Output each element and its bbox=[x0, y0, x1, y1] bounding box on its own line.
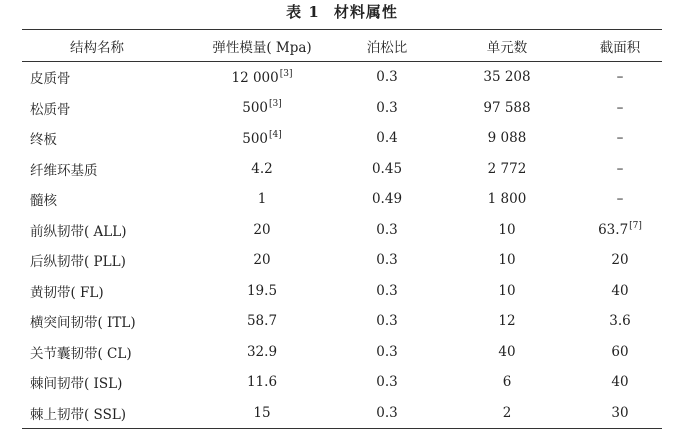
header-element-count: 单元数 bbox=[486, 40, 528, 56]
citation-ref: [7] bbox=[629, 221, 642, 231]
table-row bbox=[22, 62, 662, 92]
cell-elastic-modulus bbox=[182, 374, 332, 390]
cell-structure-name bbox=[22, 372, 182, 392]
cell-cross-section-area-value: – bbox=[616, 191, 624, 207]
cell-elastic-modulus bbox=[182, 130, 332, 147]
table-row bbox=[22, 337, 662, 367]
table-row bbox=[22, 93, 662, 123]
cell-structure-name-value: 前纵韧带( ALL) bbox=[30, 223, 127, 240]
cell-element-count-value: 9 088 bbox=[487, 130, 527, 146]
cell-element-count bbox=[442, 161, 552, 177]
cell-elastic-modulus-value: 20 bbox=[253, 221, 271, 238]
cell-structure-name bbox=[22, 98, 182, 118]
cell-poisson-ratio-value: 0.45 bbox=[371, 160, 403, 177]
cell-element-count-value: 97 588 bbox=[483, 99, 531, 116]
cell-element-count-value: 2 772 bbox=[487, 160, 527, 177]
table-row bbox=[22, 398, 662, 428]
cell-element-count bbox=[442, 191, 552, 207]
cell-structure-name-value: 关节囊韧带( CL) bbox=[30, 345, 132, 362]
table-row bbox=[22, 184, 662, 214]
cell-elastic-modulus-value: 20 bbox=[253, 252, 271, 268]
cell-poisson-ratio bbox=[332, 69, 442, 85]
table-row bbox=[22, 215, 662, 245]
cell-element-count bbox=[442, 100, 552, 116]
cell-cross-section-area bbox=[552, 191, 662, 207]
table-number: 表 1 bbox=[286, 3, 320, 21]
cell-element-count bbox=[442, 405, 552, 421]
table-title: 材料属性 bbox=[333, 3, 398, 21]
cell-structure-name bbox=[22, 128, 182, 148]
cell-poisson-ratio-value: 0.3 bbox=[376, 374, 398, 390]
table-caption bbox=[0, 2, 684, 22]
cell-structure-name-value: 棘间韧带( ISL) bbox=[30, 376, 123, 392]
cell-structure-name bbox=[22, 220, 182, 240]
cell-poisson-ratio bbox=[332, 374, 442, 390]
cell-structure-name-value: 横突间韧带( ITL) bbox=[30, 315, 136, 331]
cell-cross-section-area bbox=[552, 374, 662, 390]
cell-structure-name-value: 后纵韧带( PLL) bbox=[30, 254, 126, 270]
cell-poisson-ratio bbox=[332, 283, 442, 299]
cell-elastic-modulus bbox=[182, 161, 332, 177]
header-elastic-modulus: 弹性模量( Mpa) bbox=[212, 40, 312, 56]
cell-element-count-value: 2 bbox=[502, 404, 512, 421]
cell-element-count-value: 12 bbox=[498, 313, 516, 329]
cell-element-count-value: 10 bbox=[498, 282, 516, 299]
cell-element-count bbox=[442, 130, 552, 146]
cell-poisson-ratio bbox=[332, 222, 442, 238]
cell-structure-name-value: 纤维环基质 bbox=[30, 162, 98, 179]
cell-element-count bbox=[442, 69, 552, 85]
cell-structure-name bbox=[22, 311, 182, 331]
cell-elastic-modulus bbox=[182, 405, 332, 421]
cell-poisson-ratio-value: 0.3 bbox=[376, 69, 398, 85]
cell-element-count-value: 35 208 bbox=[483, 69, 531, 85]
cell-poisson-ratio bbox=[332, 100, 442, 116]
cell-poisson-ratio bbox=[332, 344, 442, 360]
cell-cross-section-area-value: 40 bbox=[611, 374, 629, 390]
cell-elastic-modulus bbox=[182, 191, 332, 207]
cell-elastic-modulus-value: 4.2 bbox=[251, 160, 273, 177]
cell-element-count bbox=[442, 313, 552, 329]
cell-poisson-ratio-value: 0.4 bbox=[376, 130, 398, 146]
cell-structure-name-value: 皮质骨 bbox=[30, 71, 71, 87]
table-row bbox=[22, 245, 662, 275]
header-cross-section-area: 截面积 bbox=[599, 40, 641, 56]
table-row bbox=[22, 306, 662, 336]
bottom-rule bbox=[22, 428, 662, 429]
cell-elastic-modulus-value: 58.7 bbox=[246, 313, 278, 329]
cell-poisson-ratio bbox=[332, 191, 442, 207]
cell-cross-section-area-value: – bbox=[616, 99, 624, 116]
cell-structure-name bbox=[22, 403, 182, 423]
cell-structure-name bbox=[22, 67, 182, 87]
cell-element-count-value: 10 bbox=[498, 221, 516, 238]
cell-cross-section-area-value: 20 bbox=[611, 252, 629, 268]
citation-ref: [3] bbox=[279, 68, 293, 79]
cell-poisson-ratio bbox=[332, 130, 442, 146]
cell-poisson-ratio-value: 0.3 bbox=[376, 282, 398, 299]
cell-cross-section-area bbox=[552, 344, 662, 360]
cell-cross-section-area bbox=[552, 283, 662, 299]
cell-cross-section-area-value: 60 bbox=[611, 343, 629, 360]
cell-cross-section-area-value: – bbox=[616, 130, 624, 146]
cell-elastic-modulus bbox=[182, 252, 332, 268]
cell-element-count-value: 10 bbox=[498, 252, 516, 268]
cell-structure-name bbox=[22, 342, 182, 362]
cell-cross-section-area bbox=[552, 313, 662, 329]
cell-cross-section-area bbox=[552, 69, 662, 85]
cell-element-count bbox=[442, 252, 552, 268]
cell-cross-section-area bbox=[552, 130, 662, 146]
cell-poisson-ratio-value: 0.3 bbox=[376, 252, 398, 268]
table-row bbox=[22, 276, 662, 306]
cell-elastic-modulus-value: 32.9 bbox=[246, 343, 278, 360]
cell-elastic-modulus-value: 1 bbox=[257, 191, 267, 207]
cell-structure-name-value: 髓核 bbox=[30, 193, 57, 209]
cell-elastic-modulus-value: 11.6 bbox=[246, 374, 278, 390]
cell-elastic-modulus-value: 15 bbox=[253, 404, 271, 421]
cell-elastic-modulus bbox=[182, 69, 332, 86]
cell-structure-name-value: 终板 bbox=[30, 132, 57, 148]
cell-elastic-modulus bbox=[182, 99, 332, 116]
cell-cross-section-area bbox=[552, 405, 662, 421]
cell-element-count-value: 6 bbox=[502, 374, 512, 390]
citation-ref: [4] bbox=[269, 129, 282, 140]
table-header bbox=[22, 31, 662, 61]
cell-poisson-ratio bbox=[332, 161, 442, 177]
cell-structure-name-value: 松质骨 bbox=[30, 101, 71, 118]
cell-cross-section-area-value: 30 bbox=[611, 404, 629, 421]
cell-elastic-modulus bbox=[182, 313, 332, 329]
cell-structure-name-value: 棘上韧带( SSL) bbox=[30, 406, 127, 423]
cell-cross-section-area bbox=[552, 100, 662, 116]
cell-structure-name bbox=[22, 159, 182, 179]
cell-cross-section-area-value: – bbox=[616, 160, 624, 177]
cell-poisson-ratio-value: 0.3 bbox=[376, 221, 398, 238]
cell-cross-section-area bbox=[552, 221, 662, 238]
cell-cross-section-area-value: 3.6 bbox=[609, 313, 631, 329]
cell-elastic-modulus-value: 19.5 bbox=[246, 282, 278, 299]
cell-elastic-modulus-value: 500 bbox=[242, 130, 269, 147]
cell-poisson-ratio-value: 0.3 bbox=[376, 99, 398, 116]
cell-elastic-modulus-value: 500 bbox=[242, 100, 269, 116]
cell-element-count bbox=[442, 283, 552, 299]
cell-cross-section-area-value: – bbox=[616, 69, 624, 85]
cell-element-count-value: 1 800 bbox=[487, 191, 527, 207]
cell-cross-section-area bbox=[552, 161, 662, 177]
cell-cross-section-area bbox=[552, 252, 662, 268]
cell-elastic-modulus bbox=[182, 283, 332, 299]
citation-ref: [3] bbox=[269, 99, 282, 109]
cell-cross-section-area-value: 63.7 bbox=[598, 222, 629, 238]
cell-element-count bbox=[442, 222, 552, 238]
cell-structure-name bbox=[22, 250, 182, 270]
cell-structure-name-value: 黄韧带( FL) bbox=[30, 284, 104, 301]
cell-poisson-ratio-value: 0.3 bbox=[376, 404, 398, 421]
cell-poisson-ratio-value: 0.3 bbox=[376, 313, 398, 329]
header-structure-name: 结构名称 bbox=[70, 40, 124, 56]
header-poisson-ratio: 泊松比 bbox=[366, 40, 408, 56]
cell-elastic-modulus-value: 12 000 bbox=[231, 69, 279, 86]
cell-element-count-value: 40 bbox=[498, 343, 516, 360]
cell-poisson-ratio bbox=[332, 405, 442, 421]
table-row bbox=[22, 123, 662, 153]
cell-structure-name bbox=[22, 281, 182, 301]
table-row bbox=[22, 367, 662, 397]
cell-element-count bbox=[442, 374, 552, 390]
cell-elastic-modulus bbox=[182, 222, 332, 238]
cell-poisson-ratio bbox=[332, 313, 442, 329]
cell-structure-name bbox=[22, 189, 182, 209]
table-row bbox=[22, 154, 662, 184]
cell-poisson-ratio-value: 0.49 bbox=[371, 191, 403, 207]
cell-elastic-modulus bbox=[182, 344, 332, 360]
cell-cross-section-area-value: 40 bbox=[611, 282, 629, 299]
cell-poisson-ratio-value: 0.3 bbox=[376, 343, 398, 360]
cell-poisson-ratio bbox=[332, 252, 442, 268]
cell-element-count bbox=[442, 344, 552, 360]
